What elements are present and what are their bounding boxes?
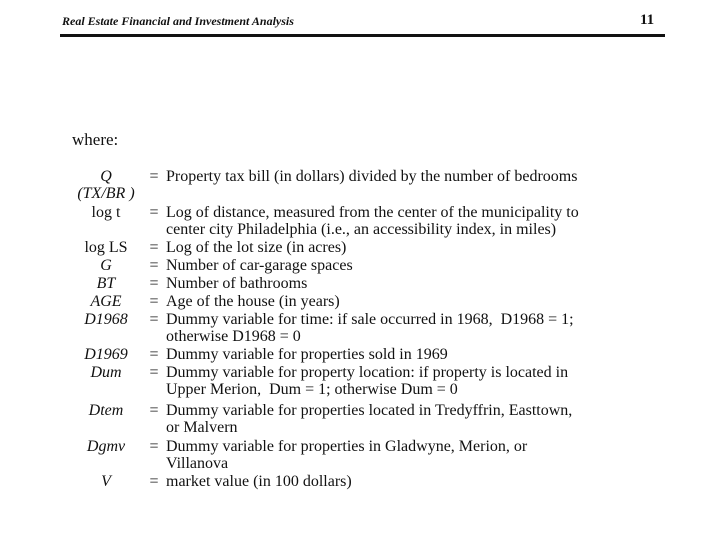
equals-sign: = — [149, 204, 159, 221]
definition-text-continued: otherwise D1968 = 0 — [166, 328, 301, 345]
definition-symbol: V — [101, 473, 111, 490]
definition-text-continued: Villanova — [166, 455, 229, 472]
definition-symbol: G — [100, 257, 112, 274]
page-number: 11 — [640, 12, 655, 28]
equals-sign: = — [149, 275, 159, 292]
definition-text: market value (in 100 dollars) — [166, 473, 352, 490]
definition-row-d1968-cont — [0, 328, 720, 348]
definition-text: Dummy variable for property location: if property is located in — [166, 364, 569, 381]
definition-symbol-alias: (TX/BR ) — [77, 185, 135, 202]
definition-row-dgmv-cont — [0, 455, 720, 475]
definition-row-age — [0, 293, 720, 313]
equals-sign: = — [149, 346, 159, 363]
definition-text: Dummy variable for properties sold in 1969 — [166, 346, 448, 363]
definition-text: Number of bathrooms — [166, 275, 308, 292]
equals-sign: = — [149, 402, 159, 419]
definition-symbol: BT — [96, 275, 116, 292]
definition-text-continued: Upper Merion, Dum = 1; otherwise Dum = 0 — [166, 381, 458, 398]
definition-text: Number of car-garage spaces — [166, 257, 353, 274]
definition-symbol: D1968 — [84, 311, 128, 328]
definition-symbol: Dgmv — [86, 438, 126, 455]
definition-symbol: Dtem — [88, 402, 124, 419]
definition-text: Dummy variable for properties in Gladwyne, Merion, or — [166, 438, 528, 455]
equals-sign: = — [149, 239, 159, 256]
definition-row-dum-cont — [0, 381, 720, 401]
definition-text: Dummy variable for properties located in Tredyffrin, Easttown, — [166, 402, 573, 419]
definition-row-d1969 — [0, 346, 720, 366]
equals-sign: = — [149, 473, 159, 490]
definition-symbol: log LS — [84, 239, 128, 256]
definition-text: Log of distance, measured from the center of the municipality to — [166, 204, 579, 221]
definition-text-continued: center city Philadelphia (i.e., an accessibility index, in miles) — [166, 221, 557, 238]
definition-symbol: Dum — [90, 364, 122, 381]
definition-symbol: log t — [91, 204, 121, 221]
definition-row-g — [0, 257, 720, 277]
equals-sign: = — [149, 311, 159, 328]
definition-row-log-t-cont — [0, 221, 720, 241]
equals-sign: = — [149, 168, 159, 185]
definition-row-dtem-cont — [0, 419, 720, 439]
equals-sign: = — [149, 364, 159, 381]
equals-sign: = — [149, 293, 159, 310]
definition-symbol: Q — [100, 168, 112, 185]
definition-row-bt — [0, 275, 720, 295]
where-label: where: — [72, 130, 119, 149]
definition-row-q-alias — [0, 185, 720, 205]
equals-sign: = — [149, 257, 159, 274]
definition-text: Property tax bill (in dollars) divided by the number of bedrooms — [166, 168, 578, 185]
definition-row-log-ls — [0, 239, 720, 259]
definition-text-continued: or Malvern — [166, 419, 238, 436]
definition-text: Log of the lot size (in acres) — [166, 239, 347, 256]
definition-text: Age of the house (in years) — [166, 293, 340, 310]
definition-row-v — [0, 473, 720, 493]
equals-sign: = — [149, 438, 159, 455]
running-header-title: Real Estate Financial and Investment Analysis — [62, 14, 294, 28]
definition-symbol: AGE — [90, 293, 122, 310]
definition-symbol: D1969 — [84, 346, 128, 363]
definition-text: Dummy variable for time: if sale occurred in 1968, D1968 = 1; — [166, 311, 574, 328]
